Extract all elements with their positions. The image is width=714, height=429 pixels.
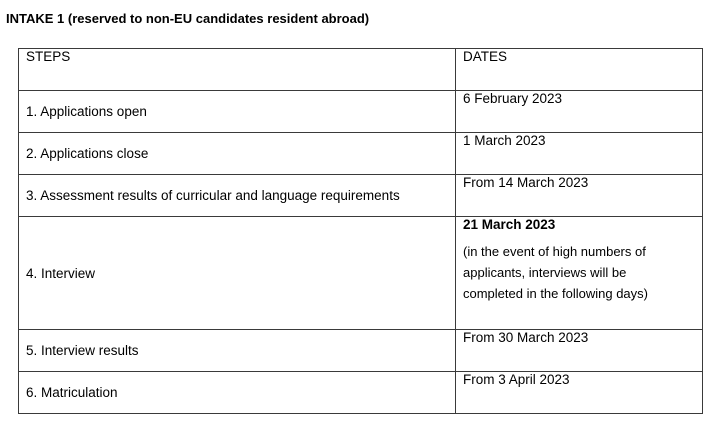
step-cell: 1. Applications open [19, 91, 456, 133]
intake-schedule-table [18, 48, 703, 414]
table-header-row [19, 49, 703, 91]
date-cell: From 30 March 2023 [456, 330, 703, 372]
page-heading: INTAKE 1 (reserved to non-EU candidates resident abroad) [6, 11, 370, 26]
table-row [19, 217, 703, 330]
table-row [19, 330, 703, 372]
date-cell: 6 February 2023 [456, 91, 703, 133]
table-row [19, 372, 703, 414]
date-main: 21 March 2023 [463, 217, 556, 232]
step-cell: 3. Assessment results of curricular and language requirements [19, 175, 456, 217]
dates-column-header: DATES [456, 49, 703, 91]
steps-column-header: STEPS [19, 49, 456, 91]
step-cell: 2. Applications close [19, 133, 456, 175]
date-cell [456, 217, 703, 330]
step-cell: 6. Matriculation [19, 372, 456, 414]
table-row [19, 175, 703, 217]
table-row [19, 133, 703, 175]
date-cell: From 3 April 2023 [456, 372, 703, 414]
date-note: (in the event of high numbers of applicants, interviews will be completed in the following days) [463, 244, 648, 301]
table-row [19, 91, 703, 133]
date-cell: 1 March 2023 [456, 133, 703, 175]
step-cell: 4. Interview [19, 217, 456, 330]
date-cell: From 14 March 2023 [456, 175, 703, 217]
step-cell: 5. Interview results [19, 330, 456, 372]
